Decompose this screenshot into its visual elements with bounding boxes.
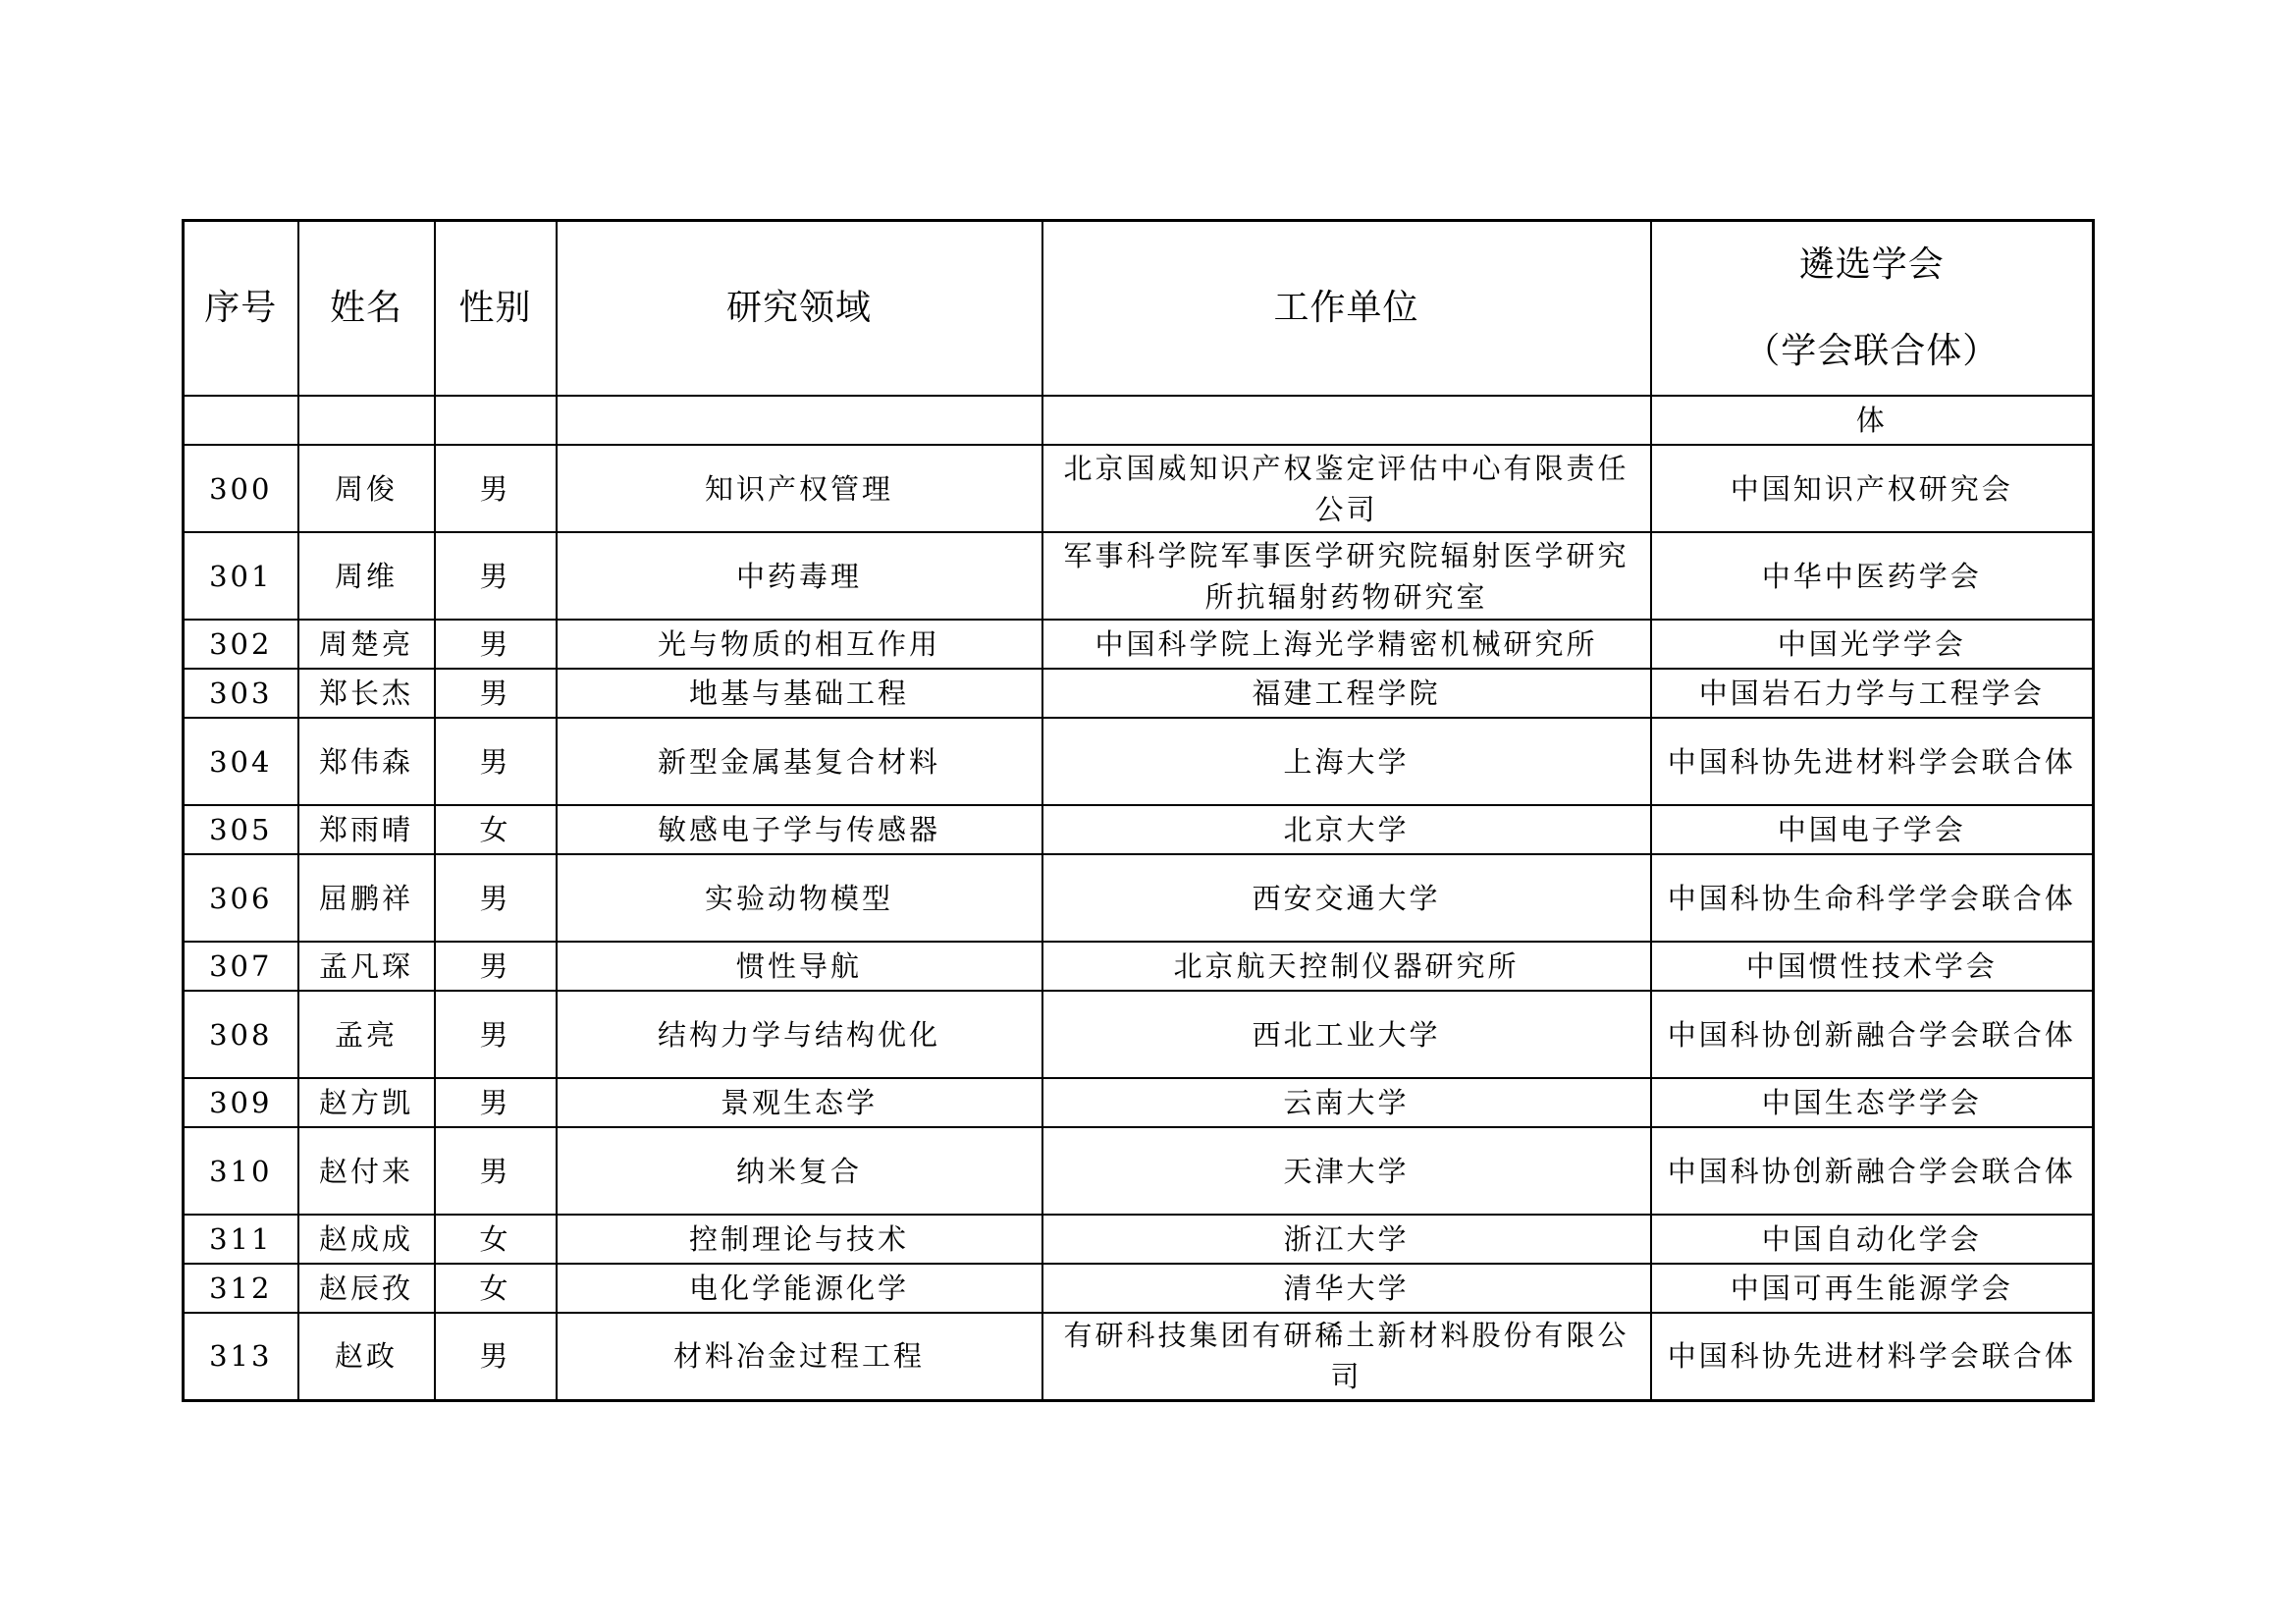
cell-society: 中国科协先进材料学会联合体 <box>1651 1313 2094 1400</box>
cell-gender: 男 <box>435 1127 557 1215</box>
cell-gender: 男 <box>435 991 557 1078</box>
cell-field: 光与物质的相互作用 <box>557 620 1042 669</box>
table-row <box>184 942 2094 991</box>
cell-unit: 有研科技集团有研稀土新材料股份有限公司 <box>1042 1313 1651 1400</box>
cell-gender: 男 <box>435 532 557 620</box>
cell-unit: 中国科学院上海光学精密机械研究所 <box>1042 620 1651 669</box>
cell-index: 300 <box>184 445 298 532</box>
cell-index: 312 <box>184 1264 298 1313</box>
table-row <box>184 532 2094 620</box>
cell-society: 中国科协创新融合学会联合体 <box>1651 1127 2094 1215</box>
cell-gender: 男 <box>435 445 557 532</box>
cell-unit <box>1042 396 1651 445</box>
cell-index <box>184 396 298 445</box>
header-row <box>184 221 2094 397</box>
cell-unit: 上海大学 <box>1042 718 1651 805</box>
cell-index: 306 <box>184 854 298 942</box>
cell-index: 307 <box>184 942 298 991</box>
cell-gender: 男 <box>435 854 557 942</box>
cell-society: 体 <box>1651 396 2094 445</box>
cell-name: 郑雨晴 <box>298 805 435 854</box>
cell-society: 中国可再生能源学会 <box>1651 1264 2094 1313</box>
cell-gender: 男 <box>435 669 557 718</box>
cell-gender: 男 <box>435 942 557 991</box>
continuation-row <box>184 396 2094 445</box>
cell-unit: 云南大学 <box>1042 1078 1651 1127</box>
header-gender: 性别 <box>435 221 557 397</box>
cell-gender: 男 <box>435 1313 557 1400</box>
cell-society: 中国光学学会 <box>1651 620 2094 669</box>
cell-society: 中国科协创新融合学会联合体 <box>1651 991 2094 1078</box>
cell-gender: 女 <box>435 1215 557 1264</box>
cell-field: 中药毒理 <box>557 532 1042 620</box>
cell-gender: 男 <box>435 718 557 805</box>
header-society <box>1651 221 2094 397</box>
table-row <box>184 1078 2094 1127</box>
cell-society: 中国自动化学会 <box>1651 1215 2094 1264</box>
cell-index: 304 <box>184 718 298 805</box>
cell-index: 313 <box>184 1313 298 1400</box>
cell-unit: 北京航天控制仪器研究所 <box>1042 942 1651 991</box>
table-row <box>184 854 2094 942</box>
header-society-line2: （学会联合体） <box>1744 331 2000 371</box>
cell-unit: 清华大学 <box>1042 1264 1651 1313</box>
cell-field: 材料冶金过程工程 <box>557 1313 1042 1400</box>
cell-name: 赵成成 <box>298 1215 435 1264</box>
cell-gender: 女 <box>435 1264 557 1313</box>
cell-gender: 女 <box>435 805 557 854</box>
cell-society: 中国电子学会 <box>1651 805 2094 854</box>
header-society-line1: 遴选学会 <box>1798 244 1945 285</box>
table-row <box>184 1313 2094 1400</box>
table-row <box>184 805 2094 854</box>
cell-society: 中国科协先进材料学会联合体 <box>1651 718 2094 805</box>
cell-name: 屈鹏祥 <box>298 854 435 942</box>
cell-gender: 男 <box>435 1078 557 1127</box>
header-name: 姓名 <box>298 221 435 397</box>
cell-unit: 西安交通大学 <box>1042 854 1651 942</box>
cell-unit: 西北工业大学 <box>1042 991 1651 1078</box>
cell-society: 中华中医药学会 <box>1651 532 2094 620</box>
cell-index: 310 <box>184 1127 298 1215</box>
cell-field: 敏感电子学与传感器 <box>557 805 1042 854</box>
table-row <box>184 1215 2094 1264</box>
cell-field: 电化学能源化学 <box>557 1264 1042 1313</box>
cell-index: 311 <box>184 1215 298 1264</box>
cell-index: 305 <box>184 805 298 854</box>
header-field: 研究领域 <box>557 221 1042 397</box>
table-row <box>184 1264 2094 1313</box>
cell-name: 郑伟森 <box>298 718 435 805</box>
cell-society: 中国岩石力学与工程学会 <box>1651 669 2094 718</box>
cell-field: 景观生态学 <box>557 1078 1042 1127</box>
cell-name <box>298 396 435 445</box>
cell-name: 郑长杰 <box>298 669 435 718</box>
cell-gender <box>435 396 557 445</box>
cell-society: 中国生态学学会 <box>1651 1078 2094 1127</box>
cell-unit: 北京国威知识产权鉴定评估中心有限责任公司 <box>1042 445 1651 532</box>
cell-field: 实验动物模型 <box>557 854 1042 942</box>
table-row <box>184 445 2094 532</box>
cell-name: 周俊 <box>298 445 435 532</box>
cell-field: 新型金属基复合材料 <box>557 718 1042 805</box>
cell-index: 309 <box>184 1078 298 1127</box>
cell-index: 301 <box>184 532 298 620</box>
cell-society: 中国科协生命科学学会联合体 <box>1651 854 2094 942</box>
cell-unit: 北京大学 <box>1042 805 1651 854</box>
cell-unit: 福建工程学院 <box>1042 669 1651 718</box>
cell-field: 知识产权管理 <box>557 445 1042 532</box>
cell-field: 结构力学与结构优化 <box>557 991 1042 1078</box>
table-row <box>184 669 2094 718</box>
table-row <box>184 1127 2094 1215</box>
cell-unit: 浙江大学 <box>1042 1215 1651 1264</box>
header-unit: 工作单位 <box>1042 221 1651 397</box>
cell-name: 赵政 <box>298 1313 435 1400</box>
cell-gender: 男 <box>435 620 557 669</box>
cell-name: 赵方凯 <box>298 1078 435 1127</box>
cell-name: 孟亮 <box>298 991 435 1078</box>
table-row <box>184 991 2094 1078</box>
cell-unit: 军事科学院军事医学研究院辐射医学研究所抗辐射药物研究室 <box>1042 532 1651 620</box>
cell-name: 赵辰孜 <box>298 1264 435 1313</box>
header-index: 序号 <box>184 221 298 397</box>
cell-name: 孟凡琛 <box>298 942 435 991</box>
cell-index: 303 <box>184 669 298 718</box>
cell-name: 赵付来 <box>298 1127 435 1215</box>
cell-index: 308 <box>184 991 298 1078</box>
cell-society: 中国惯性技术学会 <box>1651 942 2094 991</box>
table-row <box>184 718 2094 805</box>
roster-table <box>182 219 2095 1402</box>
cell-field: 控制理论与技术 <box>557 1215 1042 1264</box>
cell-field: 惯性导航 <box>557 942 1042 991</box>
cell-unit: 天津大学 <box>1042 1127 1651 1215</box>
cell-field: 纳米复合 <box>557 1127 1042 1215</box>
cell-society: 中国知识产权研究会 <box>1651 445 2094 532</box>
cell-name: 周楚亮 <box>298 620 435 669</box>
table-row <box>184 620 2094 669</box>
cell-name: 周维 <box>298 532 435 620</box>
cell-field: 地基与基础工程 <box>557 669 1042 718</box>
cell-field <box>557 396 1042 445</box>
cell-index: 302 <box>184 620 298 669</box>
